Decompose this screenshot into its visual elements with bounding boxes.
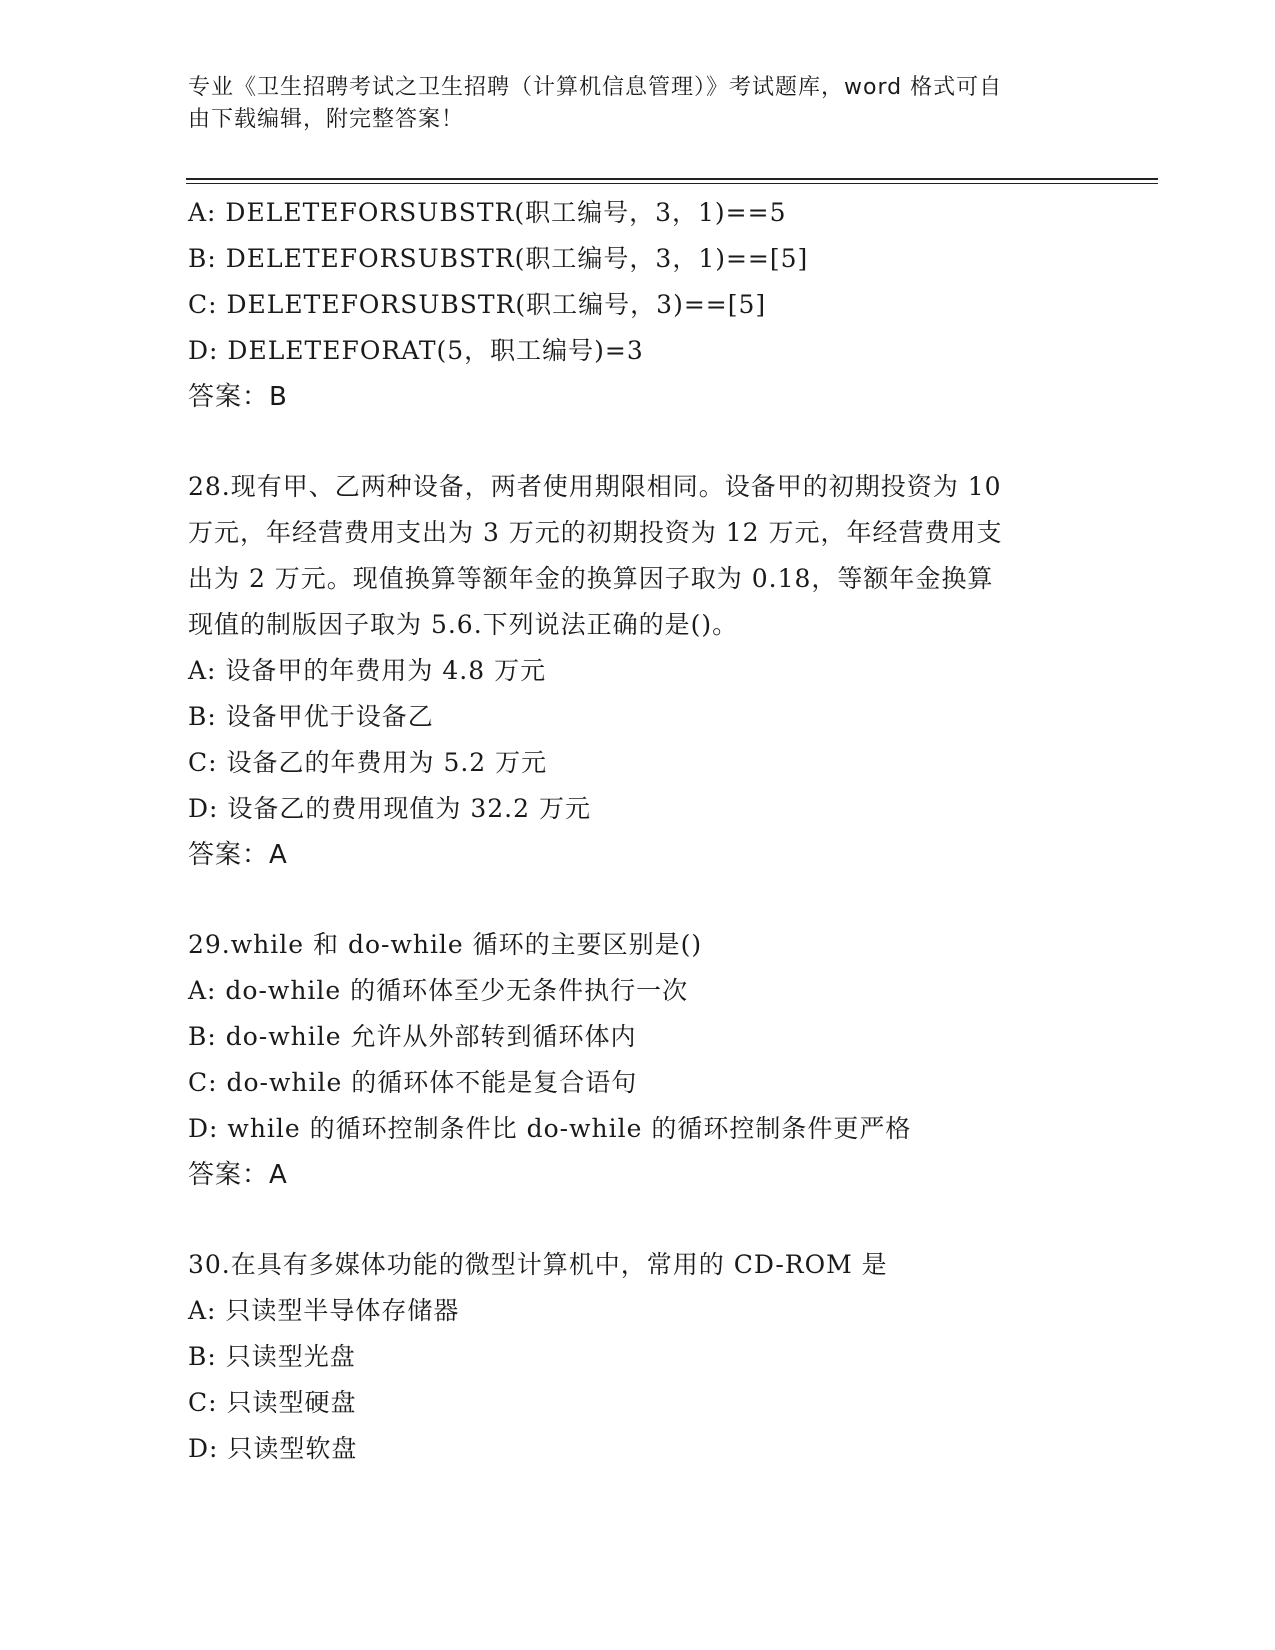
- question-stem-line: 28.现有甲、乙两种设备，两者使用期限相同。设备甲的初期投资为 10: [188, 472, 1002, 501]
- header-line-2: 由下载编辑，附完整答案！: [188, 107, 465, 132]
- question-spacer: [188, 420, 1158, 464]
- option-d: D: 只读型软盘: [188, 1434, 358, 1463]
- header-divider: [186, 178, 1158, 184]
- question-30: [188, 1242, 1158, 1472]
- option-c: C: 设备乙的年费用为 5.2 万元: [188, 748, 548, 777]
- option-a: A: 只读型半导体存储器: [188, 1296, 460, 1325]
- answer-text: 答案：A: [188, 1160, 288, 1190]
- answer-text: 答案：A: [188, 840, 288, 870]
- question-spacer: [188, 878, 1158, 922]
- option-c: C: do-while 的循环体不能是复合语句: [188, 1068, 638, 1097]
- question-stem-line: 万元，年经营费用支出为 3 万元的初期投资为 12 万元，年经营费用支: [188, 518, 1003, 547]
- option-b: B: 只读型光盘: [188, 1342, 356, 1371]
- question-spacer: [188, 1198, 1158, 1242]
- option-a: A: do-while 的循环体至少无条件执行一次: [188, 976, 689, 1005]
- option-b: B: DELETEFORSUBSTR(职工编号，3，1)==[5]: [188, 244, 809, 273]
- question-list: [188, 190, 1158, 1472]
- option-d: D: while 的循环控制条件比 do-while 的循环控制条件更严格: [188, 1114, 912, 1143]
- option-b: B: do-while 允许从外部转到循环体内: [188, 1022, 637, 1051]
- header-line-1: 专业《卫生招聘考试之卫生招聘（计算机信息管理）》考试题库，word 格式可自: [188, 75, 1003, 100]
- option-d: D: DELETEFORAT(5，职工编号)=3: [188, 336, 644, 365]
- question-stem-line: 现值的制版因子取为 5.6.下列说法正确的是()。: [188, 610, 739, 639]
- question-29: [188, 922, 1158, 1198]
- question-stem-line: 出为 2 万元。现值换算等额年金的换算因子取为 0.18，等额年金换算: [188, 564, 994, 593]
- option-c: C: 只读型硬盘: [188, 1388, 357, 1417]
- document-header: [188, 72, 1088, 136]
- question-stem-line: 29.while 和 do-while 循环的主要区别是(): [188, 930, 703, 959]
- option-d: D: 设备乙的费用现值为 32.2 万元: [188, 794, 591, 823]
- option-c: C: DELETEFORSUBSTR(职工编号，3)==[5]: [188, 290, 767, 319]
- option-a: A: 设备甲的年费用为 4.8 万元: [188, 656, 547, 685]
- answer-text: 答案：B: [188, 382, 288, 412]
- option-a: A: DELETEFORSUBSTR(职工编号，3，1)==5: [188, 198, 787, 227]
- question-28: [188, 464, 1158, 878]
- option-b: B: 设备甲优于设备乙: [188, 702, 434, 731]
- question-stem-line: 30.在具有多媒体功能的微型计算机中，常用的 CD-ROM 是: [188, 1250, 888, 1279]
- question-27: [188, 190, 1158, 420]
